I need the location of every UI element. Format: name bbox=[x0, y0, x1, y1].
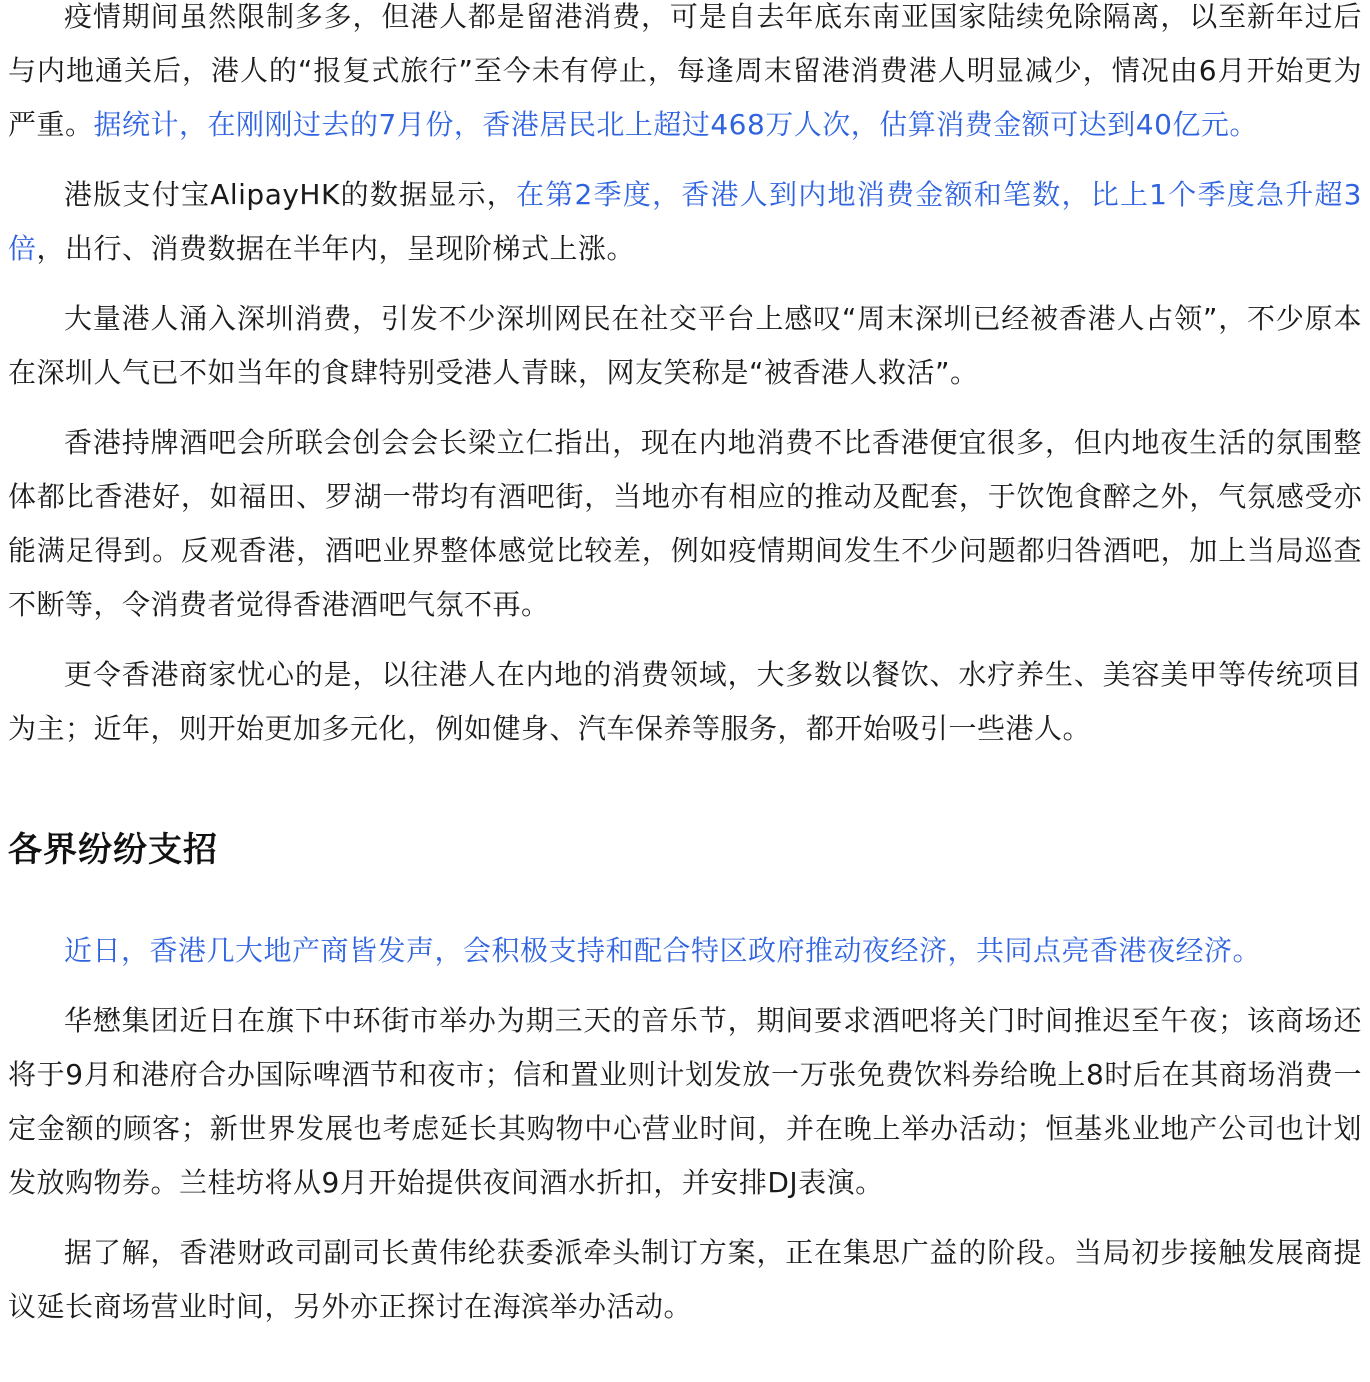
paragraph-shenzhen-crowds bbox=[8, 292, 1362, 400]
paragraph-merchant-concerns bbox=[8, 648, 1362, 756]
paragraph-bar-association bbox=[8, 416, 1362, 632]
paragraph-government-plan bbox=[8, 1226, 1362, 1334]
paragraph-text: 华懋集团近日在旗下中环街市举办为期三天的音乐节，期间要求酒吧将关门时间推迟至午夜；该商场还将于9月和港府合办国际啤酒节和夜市；信和置业则计划发放一万张免费饮料券给晚上8时后在其商场消费一定金额的顾客；新世界发展也考虑延长其购物中心营业时间，并在晚上举办活动；恒基兆业地产公司也计划发放购物券。兰桂坊将从9月开始提供夜间酒水折扣，并安排DJ表演。 bbox=[8, 1004, 1362, 1199]
paragraph-text: ，出行、消费数据在半年内，呈现阶梯式上涨。 bbox=[36, 232, 636, 265]
paragraph-developer-initiatives bbox=[8, 994, 1362, 1210]
paragraph-developers-support bbox=[8, 924, 1362, 978]
paragraph-text: 香港持牌酒吧会所联会创会会长梁立仁指出，现在内地消费不比香港便宜很多，但内地夜生活的氛围整体都比香港好，如福田、罗湖一带均有酒吧街，当地亦有相应的推动及配套，于饮饱食醉之外，气氛感受亦能满足得到。反观香港，酒吧业界整体感觉比较差，例如疫情期间发生不少问题都归咎酒吧，加上当局巡查不断等，令消费者觉得香港酒吧气氛不再。 bbox=[8, 426, 1362, 621]
paragraph-travel-stats bbox=[8, 0, 1362, 152]
highlighted-statement: 近日，香港几大地产商皆发声，会积极支持和配合特区政府推动夜经济，共同点亮香港夜经济。 bbox=[64, 934, 1262, 967]
highlighted-statistic: 据统计，在刚刚过去的7月份，香港居民北上超过468万人次，估算消费金额可达到40亿元。 bbox=[93, 108, 1258, 141]
paragraph-text: 大量港人涌入深圳消费，引发不少深圳网民在社交平台上感叹“周末深圳已经被香港人占领”，不少原本在深圳人气已不如当年的食肆特别受港人青睐，网友笑称是“被香港人救活”。 bbox=[8, 302, 1362, 389]
section-heading: 各界纷纷支招 bbox=[8, 830, 218, 870]
paragraph-text: 更令香港商家忧心的是，以往港人在内地的消费领域，大多数以餐饮、水疗养生、美容美甲等传统项目为主；近年，则开始更加多元化，例如健身、汽车保养等服务，都开始吸引一些港人。 bbox=[8, 658, 1362, 745]
highlighted-statistic: 在第2季度，香港人到内地消费金额和笔数，比上1个季度急升超3倍 bbox=[8, 178, 1363, 265]
paragraph-text: 据了解，香港财政司副司长黄伟纶获委派牵头制订方案，正在集思广益的阶段。当局初步接触发展商提议延长商场营业时间，另外亦正探讨在海滨举办活动。 bbox=[8, 1236, 1362, 1323]
paragraph-alipayhk-data bbox=[8, 168, 1362, 276]
paragraph-text: 疫情期间虽然限制多多，但港人都是留港消费，可是自去年底东南亚国家陆续免除隔离，以至新年过后与内地通关后，港人的“报复式旅行”至今未有停止，每逢周末留港消费港人明显减少，情况由6月开始更为严重。 bbox=[8, 0, 1362, 141]
paragraph-text: 港版支付宝AlipayHK的数据显示， bbox=[64, 178, 517, 211]
